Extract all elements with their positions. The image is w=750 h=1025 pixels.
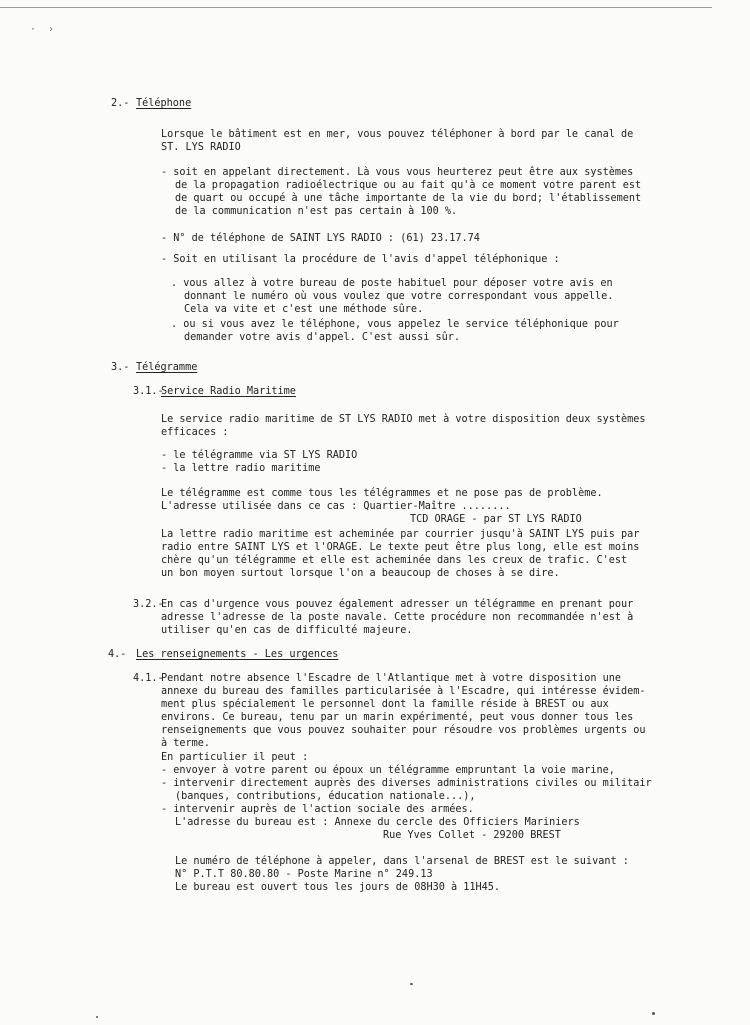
text-line: . vous allez à votre bureau de poste habituel pour déposer votre avis en	[171, 278, 613, 289]
text-line: - envoyer à votre parent ou époux un télégramme empruntant la voie marine,	[161, 765, 615, 776]
scan-speck	[96, 1016, 98, 1018]
text-line: renseignements que vous pouvez souhaiter pour résoudre vos problèmes urgents ou	[161, 725, 646, 736]
section-number: 4.-	[108, 649, 127, 660]
section-heading: Télégramme	[136, 362, 198, 373]
section-heading: Téléphone	[136, 98, 192, 109]
text-line: demander votre avis d'appel. C'est aussi sûr.	[184, 332, 461, 343]
text-line: - intervenir auprès de l'action sociale des armées.	[161, 804, 474, 815]
text-line: Le numéro de téléphone à appeler, dans l'arsenal de BREST est le suivant :	[175, 856, 629, 867]
text-line: de la propagation radioélectrique ou au fait qu'à ce moment votre parent est	[175, 180, 642, 191]
section-number: 2.-	[111, 98, 130, 109]
text-line: - le télégramme via ST LYS RADIO	[161, 450, 358, 461]
scan-speck	[410, 983, 413, 985]
page-top-edge	[0, 7, 712, 8]
text-line: Pendant notre absence l'Escadre de l'Atlantique met à votre disposition une	[161, 673, 622, 684]
text-line: L'adresse du bureau est : Annexe du cercle des Officiers Mariniers	[175, 817, 580, 828]
text-line: N° P.T.T 80.80.80 - Poste Marine n° 249.13	[175, 869, 433, 880]
text-line: L'adresse utilisée dans ce cas : Quartier-Maître ........	[161, 501, 511, 512]
subsection-number: 4.1.-	[133, 673, 164, 684]
text-line: Cela va vite et c'est une méthode sûre.	[184, 304, 424, 315]
text-line: - N° de téléphone de SAINT LYS RADIO : (61) 23.17.74	[161, 233, 480, 244]
text-line: - la lettre radio maritime	[161, 463, 321, 474]
text-line: En cas d'urgence vous pouvez également adresser un télégramme en prenant pour	[161, 599, 634, 610]
text-line: - intervenir directement auprès des diverses administrations civiles ou militair	[161, 778, 652, 789]
text-line: ST. LYS RADIO	[161, 142, 241, 153]
text-line: utiliser qu'en cas de difficulté majeure.	[161, 625, 413, 636]
scan-speck	[652, 1012, 655, 1015]
text-line: Le service radio maritime de ST LYS RADIO met à votre disposition deux systèmes	[161, 414, 646, 425]
section-number: 3.-	[111, 362, 130, 373]
text-line: - Soit en utilisant la procédure de l'avis d'appel téléphonique :	[161, 254, 560, 265]
text-line: annexe du bureau des familles particularisée à l'Escadre, qui intéresse évidem-	[161, 686, 646, 697]
text-line: . ou si vous avez le téléphone, vous appelez le service téléphonique pour	[171, 319, 619, 330]
text-line: La lettre radio maritime est acheminée par courrier jusqu'à SAINT LYS puis par	[161, 529, 640, 540]
text-line: Rue Yves Collet - 29200 BREST	[383, 830, 561, 841]
text-line: chère qu'un télégramme et elle est acheminée dans les creux de trafic. C'est	[161, 555, 628, 566]
text-line: efficaces :	[161, 427, 229, 438]
text-line: un bon moyen surtout lorsque l'on a beaucoup de choses à se dire.	[161, 568, 560, 579]
text-line: Le bureau est ouvert tous les jours de 08H30 à 11H45.	[175, 882, 501, 893]
text-line: adresse l'adresse de la poste navale. Cette procédure non recommandée n'est à	[161, 612, 634, 623]
text-line: de la communication n'est pas certain à 100 %.	[175, 206, 458, 217]
text-line: (banques, contributions, éducation nationale...),	[175, 791, 476, 802]
section-heading: Les renseignements - Les urgences	[136, 649, 339, 660]
text-line: - soit en appelant directement. Là vous vous heurterez peut être aux systèmes	[161, 167, 634, 178]
text-line: radio entre SAINT LYS et l'ORAGE. Le texte peut être plus long, elle est moins	[161, 542, 640, 553]
text-line: TCD ORAGE - par ST LYS RADIO	[410, 514, 582, 525]
text-line: ment plus spécialement le personnel dont la famille réside à BREST ou aux	[161, 699, 609, 710]
subsection-number: 3.2.-	[133, 599, 164, 610]
text-line: En particulier il peut :	[161, 752, 309, 763]
subsection-number: 3.1.-	[133, 386, 164, 397]
text-line: Lorsque le bâtiment est en mer, vous pouvez téléphoner à bord par le canal de	[161, 129, 634, 140]
subsection-heading: Service Radio Maritime	[161, 386, 296, 397]
corner-mark: · ›	[30, 24, 58, 35]
text-line: de quart ou occupé à une tâche importante de la vie du bord; l'établissement	[175, 193, 642, 204]
text-line: environs. Ce bureau, tenu par un marin expérimenté, peut vous donner tous les	[161, 712, 634, 723]
text-line: donnant le numéro où vous voulez que votre correspondant vous appelle.	[184, 291, 614, 302]
text-line: à terme.	[161, 738, 211, 749]
text-line: Le télégramme est comme tous les télégrammes et ne pose pas de problème.	[161, 488, 603, 499]
